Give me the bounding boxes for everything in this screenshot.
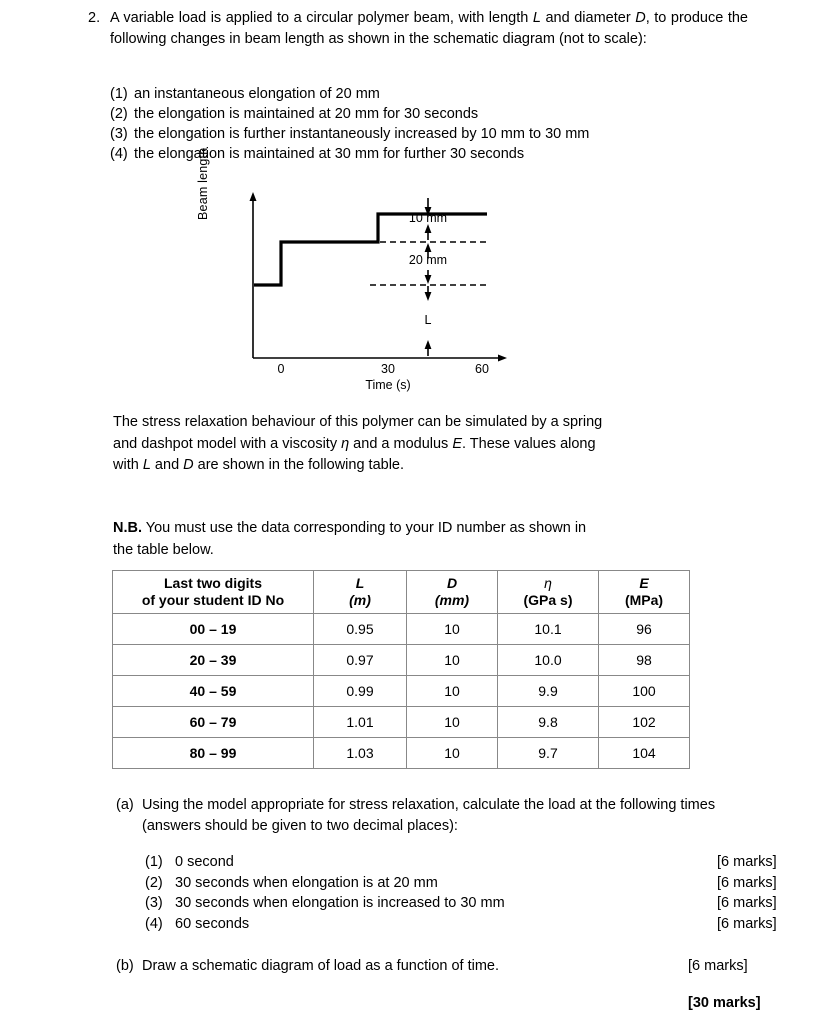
header-cell-D	[407, 571, 498, 614]
cell-id: 40 – 59	[113, 676, 314, 707]
header-cell-id	[113, 571, 314, 614]
relaxation-line-2	[113, 434, 693, 456]
diameter-symbol: D	[183, 457, 194, 473]
cell-E: 98	[599, 645, 690, 676]
part-a-line1: Using the model appropriate for stress relaxation, calculate the load at the following	[142, 797, 677, 813]
x-axis-label-text: Time (s)	[365, 378, 411, 392]
list-item	[145, 873, 785, 894]
part-a	[116, 795, 776, 836]
header-eta-unit: (GPa s)	[523, 592, 573, 608]
list-marker: (3)	[110, 126, 128, 142]
item-marks: [6 marks]	[717, 895, 777, 911]
relaxation-text-a: and dashpot model with a viscosity	[113, 435, 342, 452]
cell-E: 100	[599, 676, 690, 707]
header-id-line2: of your student ID No	[141, 592, 285, 608]
item-label: 30 seconds when elongation is at 20 mm	[175, 874, 438, 891]
part-a-body	[142, 795, 776, 836]
cell-L: 0.97	[314, 645, 407, 676]
student-id-data-table	[112, 570, 690, 769]
data-table	[112, 570, 690, 769]
nb-text-a: You must use the data corresponding to your ID number as shown in	[142, 520, 587, 536]
question-intro-text	[110, 8, 748, 49]
cell-D: 10	[407, 676, 498, 707]
intro-text-b: and	[540, 10, 570, 26]
length-symbol: L	[142, 457, 151, 473]
list-item	[145, 914, 785, 935]
relaxation-text-c: . These values along	[462, 435, 596, 452]
question-line-1	[88, 8, 748, 49]
x-axis-label	[348, 378, 428, 392]
cell-id: 80 – 99	[113, 738, 314, 769]
item-marker: (4)	[145, 915, 163, 932]
intro-var-L: L	[532, 10, 541, 26]
header-cell-L	[314, 571, 407, 614]
part-b-row	[116, 956, 776, 977]
cell-eta: 9.9	[498, 676, 599, 707]
x-tick-0	[256, 362, 306, 376]
cell-E: 96	[599, 614, 690, 645]
annotation-20mm-text: 20 mm	[408, 253, 448, 267]
y-axis-label-text: Beam length	[196, 147, 210, 220]
eta-symbol: η	[341, 435, 350, 452]
item-label: 60 seconds	[175, 915, 250, 932]
nb-line-2: the table below.	[113, 541, 214, 558]
list-marker: (4)	[110, 146, 128, 162]
list-marker: (1)	[110, 86, 128, 102]
header-cell-eta	[498, 571, 599, 614]
part-a-marker: (a)	[116, 797, 134, 813]
cell-eta: 9.8	[498, 707, 599, 738]
part-a-items	[145, 852, 785, 934]
y-axis-label	[196, 110, 210, 220]
item-marker: (3)	[145, 895, 163, 911]
relaxation-text-b: and a modulus	[349, 435, 453, 452]
table-header-row	[113, 571, 690, 614]
annotation-L-text: L	[424, 313, 432, 327]
part-b-label: Draw a schematic diagram of load as a function of time.	[142, 958, 500, 974]
relaxation-text-f: are shown in the following table.	[193, 457, 405, 473]
list-item	[145, 893, 785, 914]
x-tick-60	[457, 362, 507, 376]
nb-paragraph	[113, 518, 683, 561]
intro-var-D: D	[635, 10, 646, 26]
part-b-marks: [6 marks]	[688, 958, 748, 974]
part-a-line2: times (answers should be given to two decimal places):	[142, 797, 716, 834]
item-marker: (1)	[145, 854, 163, 870]
cell-id: 20 – 39	[113, 645, 314, 676]
annotation-10mm-label	[388, 211, 468, 225]
cell-L: 0.99	[314, 676, 407, 707]
header-E-unit: (MPa)	[624, 592, 664, 608]
item-label: 30 seconds when elongation is increased to 30 mm	[175, 895, 505, 911]
cell-L: 0.95	[314, 614, 407, 645]
header-E-symbol: E	[639, 575, 649, 591]
table-row	[113, 614, 690, 645]
header-cell-E	[599, 571, 690, 614]
nb-label: N.B.	[113, 520, 142, 536]
part-b-marker: (b)	[116, 958, 134, 974]
question-intro	[88, 8, 748, 49]
x-tick-30-text: 30	[381, 362, 395, 376]
cell-id: 00 – 19	[113, 614, 314, 645]
cell-eta: 10.0	[498, 645, 599, 676]
cell-D: 10	[407, 645, 498, 676]
modulus-symbol: E	[452, 435, 463, 452]
list-item-label: the elongation is further instantaneously increased by 10 mm to 30 mm	[134, 126, 590, 142]
cell-eta: 10.1	[498, 614, 599, 645]
list-item-label: the elongation is maintained at 30 mm for further 30 seconds	[134, 146, 525, 162]
table-row	[113, 707, 690, 738]
table-row	[113, 738, 690, 769]
part-b	[116, 956, 776, 977]
header-id-line1: Last two digits	[164, 575, 262, 591]
item-marks: [6 marks]	[717, 854, 777, 870]
table-row	[113, 645, 690, 676]
x-tick-60-text: 60	[475, 362, 489, 376]
relaxation-line-1: The stress relaxation behaviour of this polymer can be simulated by a spring	[113, 414, 603, 430]
x-tick-0-text: 0	[277, 362, 285, 376]
question-number: 2.	[88, 10, 101, 26]
list-marker: (2)	[110, 106, 128, 122]
cell-E: 102	[599, 707, 690, 738]
list-item-label: the elongation is maintained at 20 mm for 30 seconds	[134, 106, 479, 122]
cell-L: 1.01	[314, 707, 407, 738]
cell-D: 10	[407, 614, 498, 645]
annotation-20mm-label	[388, 253, 468, 267]
cell-L: 1.03	[314, 738, 407, 769]
annotation-10mm-text: 10 mm	[408, 211, 448, 225]
cell-D: 10	[407, 707, 498, 738]
relaxation-line-3	[113, 455, 693, 477]
intro-text-e: the schematic diagram (not to scale):	[409, 30, 647, 47]
list-item	[110, 84, 730, 104]
header-D-symbol: D	[446, 575, 458, 591]
stress-relaxation-paragraph	[113, 412, 693, 477]
cell-id: 60 – 79	[113, 707, 314, 738]
relaxation-text-d: with	[113, 457, 143, 473]
nb-line-1	[113, 518, 683, 540]
table-row	[113, 676, 690, 707]
item-marks: [6 marks]	[717, 874, 777, 891]
header-D-unit: (mm)	[434, 592, 470, 608]
cell-D: 10	[407, 738, 498, 769]
intro-text-a: A variable load is applied to a circular polymer beam, with length	[110, 10, 533, 26]
item-marker: (2)	[145, 874, 163, 891]
total-marks: [30 marks]	[688, 995, 761, 1011]
header-L-symbol: L	[355, 575, 365, 591]
part-a-row	[116, 795, 776, 836]
header-L-unit: (m)	[349, 592, 371, 608]
annotation-L-label	[388, 313, 468, 327]
intro-text-d: , to produce the following changes in beam length as shown in	[110, 10, 748, 47]
cell-eta: 9.7	[498, 738, 599, 769]
relaxation-text-e: and	[150, 457, 184, 473]
list-item-label: an instantaneous elongation of 20 mm	[134, 86, 380, 102]
item-label: 0 second	[175, 854, 234, 870]
header-eta-symbol: η	[544, 575, 552, 591]
cell-E: 104	[599, 738, 690, 769]
item-marks: [6 marks]	[717, 915, 777, 932]
x-tick-30	[363, 362, 413, 376]
list-item	[145, 852, 785, 873]
intro-text-c: diameter	[574, 10, 636, 26]
